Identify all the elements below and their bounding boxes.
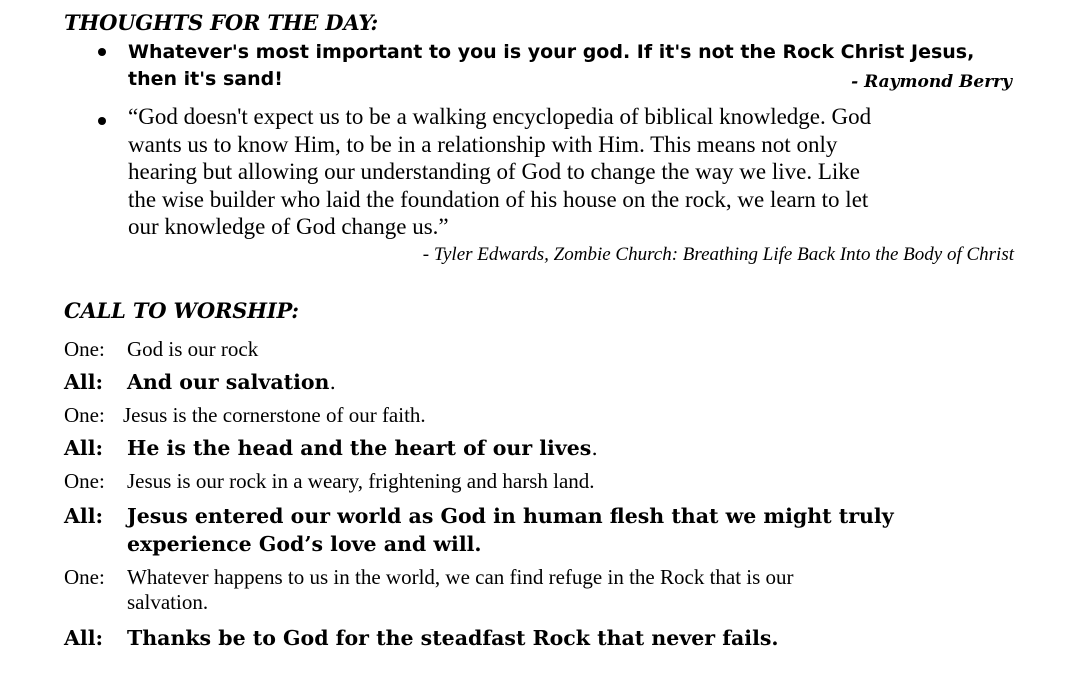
thoughts-heading: THOUGHTS FOR THE DAY: (64, 10, 379, 35)
litany-text: Whatever happens to us in the world, we can find refuge in the Rock that is our salvation. (127, 565, 794, 614)
litany-text: He is the head and the heart of our lives. (127, 436, 598, 460)
quote-attribution: - Raymond Berry (851, 72, 1012, 92)
speaker-label: One: (64, 337, 105, 361)
quote-tyler-edwards (128, 103, 1028, 241)
quote-line: “God doesn't expect us to be a walking encyclopedia of biblical knowledge. God (128, 104, 872, 129)
speaker-label: All: (64, 504, 104, 528)
bullet-icon (98, 117, 106, 125)
worship-heading: CALL TO WORSHIP: (64, 298, 299, 323)
litany-text: Thanks be to God for the steadfast Rock that never fails. (127, 626, 779, 650)
speaker-label: One: (64, 403, 105, 427)
quote-line: Whatever's most important to you is your god. If it's not the Rock Christ Jesus, (128, 41, 975, 63)
quote-line: then it's sand! (128, 68, 283, 90)
quote-attribution: - Tyler Edwards, Zombie Church: Breathing Life Back Into the Body of Christ (422, 244, 1014, 265)
quote-line: our knowledge of God change us.” (128, 214, 449, 239)
litany-text: Jesus is the cornerstone of our faith. (123, 403, 426, 427)
speaker-label: All: (64, 436, 104, 460)
quote-line: wants us to know Him, to be in a relationship with Him. This means not only (128, 131, 838, 157)
speaker-label: All: (64, 626, 104, 650)
litany-text: Jesus is our rock in a weary, frightening and harsh land. (127, 469, 595, 493)
quote-line: the wise builder who laid the foundation of his house on the rock, we learn to let (128, 186, 869, 212)
speaker-label: One: (64, 469, 105, 493)
bullet-icon (98, 48, 106, 56)
speaker-label: All: (64, 370, 104, 394)
quote-line: hearing but allowing our understanding of God to change the way we live. Like (128, 159, 860, 184)
litany-text: And our salvation. (127, 370, 336, 394)
litany-text: God is our rock (127, 337, 259, 361)
litany-text: Jesus entered our world as God in human flesh that we might truly experience God’s love and will. (127, 504, 894, 556)
speaker-label: One: (64, 565, 105, 589)
